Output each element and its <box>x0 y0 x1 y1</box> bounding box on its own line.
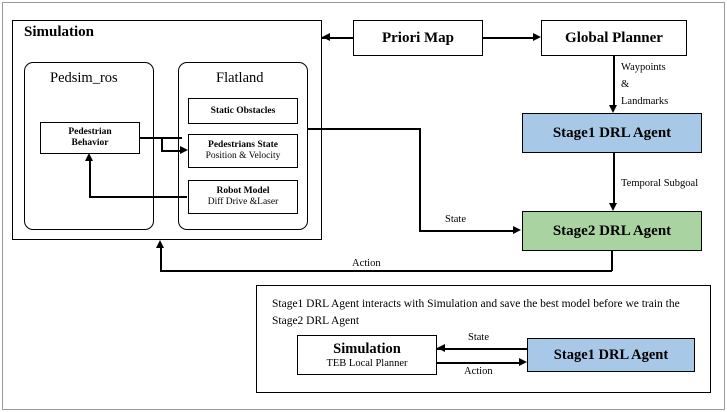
robot-model-subtitle: Diff Drive &Laser <box>207 197 279 207</box>
edge-behavior-to-state-arrow <box>180 146 188 154</box>
pedestrians-state-subtitle: Position & Velocity <box>205 151 281 161</box>
edge-label-action: Action <box>352 258 381 269</box>
edge-behavior-to-state-h2 <box>161 150 181 152</box>
note-stage1-drl-agent-label: Stage1 DRL Agent <box>553 346 669 363</box>
note-stage1-drl-agent-node <box>527 338 695 372</box>
edge-label-temporal-subgoal: Temporal Subgoal <box>621 178 699 189</box>
pedestrian-behavior-node <box>40 122 140 154</box>
edge-label-landmarks: Landmarks <box>621 96 669 107</box>
pedestrian-behavior-line1: Pedestrian <box>68 127 112 138</box>
pedestrian-behavior-line2: Behavior <box>71 138 109 148</box>
priori-map-label: Priori Map <box>381 29 455 46</box>
flatland-title: Flatland <box>216 70 264 86</box>
edge-planner-to-stage1 <box>613 56 615 105</box>
edge-robot-to-behavior-arrow <box>85 153 93 161</box>
note-text: Stage1 DRL Agent interacts with Simulation and save the best model before we train the Stage2 DRL Agent <box>272 298 680 327</box>
edge-stage1-to-stage2-arrow <box>609 203 617 211</box>
note-simulation-subtitle: TEB Local Planner <box>326 358 408 369</box>
edge-map-to-sim-arrow <box>322 33 330 41</box>
edge-action-v-right <box>611 251 613 271</box>
simulation-title: Simulation <box>24 24 95 40</box>
note-edge-label-state: State <box>468 332 489 343</box>
edge-state-h-in <box>308 128 420 130</box>
static-obstacles-node <box>188 98 298 124</box>
edge-label-ampersand: & <box>621 79 630 90</box>
edge-action-arrow <box>156 240 164 248</box>
pedestrians-state-title: Pedestrians State <box>208 139 278 150</box>
stage1-drl-agent-label: Stage1 DRL Agent <box>552 124 672 141</box>
pedsim-ros-title: Pedsim_ros <box>50 70 118 86</box>
robot-model-node <box>188 180 298 214</box>
edge-map-to-planner <box>483 37 533 39</box>
edge-action-h <box>160 270 612 272</box>
pedestrians-state-node <box>188 134 298 168</box>
global-planner-node <box>541 20 687 56</box>
note-edge-state-arrow <box>437 344 445 352</box>
edge-state-arrow <box>513 226 521 234</box>
note-edge-state <box>437 348 527 350</box>
static-obstacles-label: Static Obstacles <box>210 106 276 116</box>
note-edge-action <box>437 362 519 364</box>
priori-map-node <box>353 20 483 56</box>
edge-planner-to-stage1-arrow <box>609 105 617 113</box>
edge-robot-to-behavior-v <box>89 160 91 197</box>
note-edge-label-action: Action <box>464 366 493 377</box>
robot-model-title: Robot Model <box>216 185 270 196</box>
edge-action-v-left <box>160 248 162 271</box>
edge-label-waypoints: Waypoints <box>621 62 666 73</box>
edge-label-state: State <box>445 214 466 225</box>
edge-behavior-to-state-v <box>161 137 163 151</box>
edge-state-h-out <box>419 230 514 232</box>
note-edge-action-arrow <box>519 358 527 366</box>
stage2-drl-agent-node <box>522 211 702 251</box>
edge-stage1-to-stage2 <box>613 153 615 203</box>
note-simulation-title: Simulation <box>333 341 401 357</box>
edge-map-to-planner-arrow <box>533 33 541 41</box>
note-simulation-node <box>297 335 437 375</box>
edge-robot-to-behavior-h <box>89 196 187 198</box>
global-planner-label: Global Planner <box>565 29 663 46</box>
edge-state-v <box>419 128 421 231</box>
stage1-drl-agent-node <box>522 113 702 153</box>
stage2-drl-agent-label: Stage2 DRL Agent <box>552 222 672 239</box>
